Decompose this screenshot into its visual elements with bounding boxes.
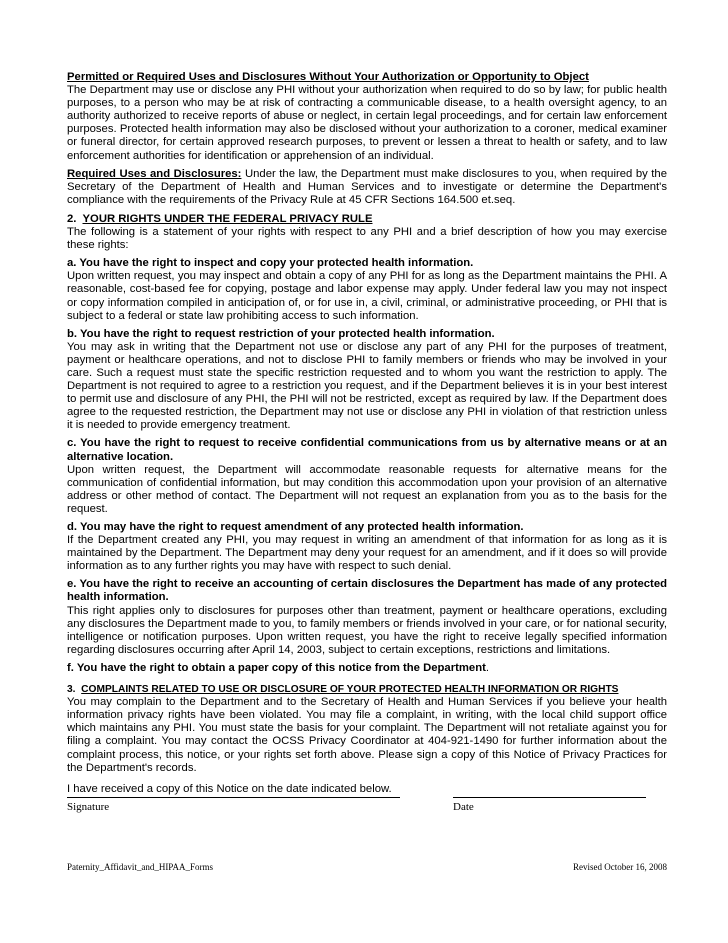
permitted-section	[67, 71, 667, 163]
right-f-heading: f. You have the right to obtain a paper copy of this notice from the Department	[67, 661, 486, 674]
right-a	[67, 257, 667, 322]
required-section	[67, 168, 667, 207]
right-a-heading: a. You have the right to inspect and copy your protected health information.	[67, 257, 474, 270]
right-d	[67, 521, 667, 573]
right-e-body: This right applies only to disclosures for purposes other than treatment, payment or healthcare operations, excluding any disclosures the Department made to you, to family members or friends involved in your care, or for national security, intelligence or notification purposes. Upon written request, you have the right to receive legally specified information regarding disclosures occurring after April 14, 2003, subject to certain exceptions, restrictions and limitations.	[67, 604, 667, 656]
required-label: Required Uses and Disclosures:	[67, 167, 242, 180]
right-e-heading: e. You have the right to receive an accounting of certain disclosures the Department has made of any protected health information.	[67, 578, 667, 604]
footer-left: Paternity_Affidavit_and_HIPAA_Forms	[67, 862, 213, 872]
right-d-body: If the Department created any PHI, you may request in writing an amendment of that information for as long as it is maintained by the Department. The Department may deny your request for an amendment, and if it does so will provide information as to any further rights you may have with respect to such denial.	[67, 534, 667, 573]
complaints-section	[67, 683, 667, 775]
date-label: Date	[453, 801, 474, 813]
right-a-body: Upon written request, you may inspect and obtain a copy of any PHI for as long as the Department maintains the PHI. A reasonable, cost-based fee for copying, postage and labor expense may apply. Under federal law you may not inspect or copy information compiled in anticipation of, or for use in, a civil, criminal, or administrative proceeding, or PHI that is subject to a federal or state law prohibiting access to such information.	[67, 270, 667, 322]
complaints-heading: COMPLAINTS RELATED TO USE OR DISCLOSURE OF YOUR PROTECTED HEALTH INFORMATION OR RIGHTS	[81, 684, 619, 696]
rights-intro: The following is a statement of your rights with respect to any PHI and a brief description of how you may exercise these rights:	[67, 226, 667, 252]
required-body: Under the law, the Department must make disclosures to you, when required by the Secretary of the Department of Health and Human Services and to investigate or determine the Department's compliance with the requirements of the Privacy Rule at 45 CFR Sections 164.500 et.seq.	[67, 167, 667, 206]
date-line[interactable]	[453, 797, 646, 798]
rights-number: 2.	[67, 212, 77, 225]
signature-label: Signature	[67, 801, 110, 813]
right-c-heading: c. You have the right to request to receive confidential communications from us by alternative means or at an alternative location.	[67, 437, 667, 463]
complaints-body: You may complain to the Department and to the Secretary of Health and Human Services if you believe your health information privacy rights have been violated. You may file a complaint, in writing, with the local child support office which maintains any PHI. You must state the basis for your complaint. The Department will not retaliate against you for filing a complaint. You may contact the OCSS Privacy Coordinator at 404-921-1490 for further information about the complaint process, this notice, or your rights set forth above. Please sign a copy of this Notice of Privacy Practices for the Department's records.	[67, 696, 667, 774]
acknowledgement-section	[67, 783, 667, 796]
footer-right: Revised October 16, 2008	[573, 862, 667, 872]
date-block	[453, 797, 646, 813]
right-b-heading: b. You have the right to request restriction of your protected health information.	[67, 327, 495, 340]
rights-section	[67, 213, 667, 252]
acknowledgement-text: I have received a copy of this Notice on the date indicated below.	[67, 782, 392, 795]
right-f-tail: .	[485, 661, 490, 674]
right-c-body: Upon written request, the Department will accommodate reasonable requests for alternative means for the communication of confidential information, but may condition this accommodation upon your provision of an alternative address or other method of contact. The Department will not request an explanation from you as to the basis for the request.	[67, 463, 667, 515]
document-body	[67, 71, 667, 801]
complaints-number: 3.	[67, 684, 76, 696]
signature-block	[67, 797, 400, 813]
right-b	[67, 328, 667, 433]
right-c	[67, 437, 667, 516]
right-e	[67, 578, 667, 657]
permitted-body: The Department may use or disclose any PHI without your authorization when required to do so by law; for public health purposes, to a person who may be at risk of contracting a communicable disease, to a health oversight agency, to an authority authorized to receive reports of abuse or neglect, in certain legal proceedings, and for certain law enforcement purposes. Protected health information may also be disclosed without your authorization to a coroner, medical examiner or funeral director, for certain approved research purposes, to prevent or lessen a threat to health or safety, and to law enforcement authorities for identification or apprehension of an individual.	[67, 84, 667, 162]
right-d-heading: d. You may have the right to request amendment of any protected health information.	[67, 521, 524, 533]
signature-line[interactable]	[67, 797, 400, 798]
right-f	[67, 662, 667, 675]
right-b-body: You may ask in writing that the Department not use or disclose any part of any PHI for the purposes of treatment, payment or healthcare operations, and not to disclose PHI to family members or friends who may be involved in your care. Such a request must state the specific restriction requested and to whom you want the restriction to apply. The Department is not required to agree to a restriction you request, and if the Department believes it is in your best interest to permit use and disclosure of any PHI, the PHI will not be restricted, except as required by law. If the Department does agree to the requested restriction, the Department may not use or disclose any PHI in violation of that restriction unless it is needed to provide emergency treatment.	[67, 340, 667, 432]
permitted-heading: Permitted or Required Uses and Disclosures Without Your Authorization or Opportunity to Object	[67, 71, 589, 83]
rights-heading: YOUR RIGHTS UNDER THE FEDERAL PRIVACY RULE	[82, 212, 373, 225]
